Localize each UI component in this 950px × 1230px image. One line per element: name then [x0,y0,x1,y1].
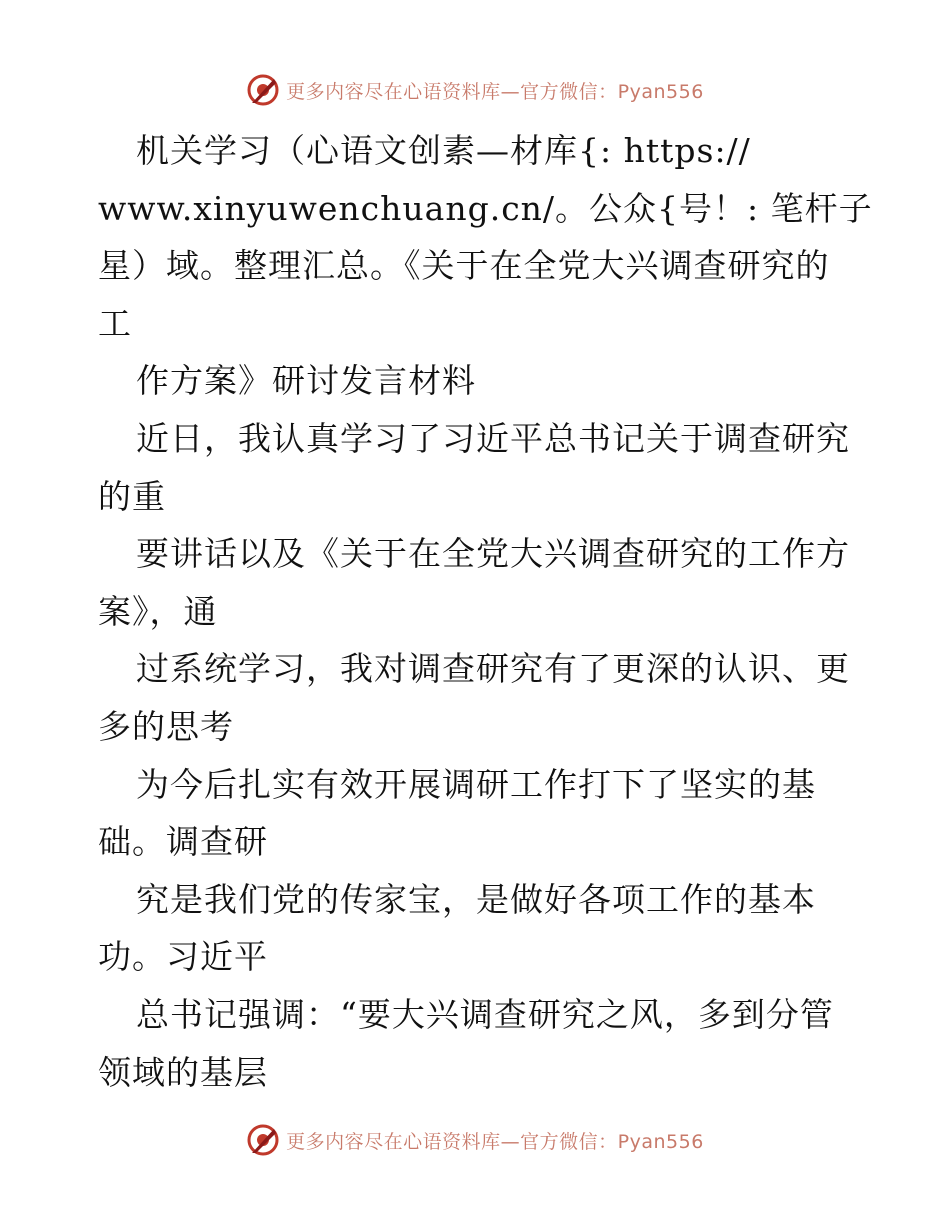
footer-banner [0,1120,950,1160]
banner-text: 更多内容尽在心语资料库—官方微信：Pyan556 [286,1130,704,1153]
text-line: 础。调查研 [98,822,268,862]
text-line: 功。习近平 [98,937,268,977]
text-line: 为今后扎实有效开展调研工作打下了坚实的基 [136,764,816,804]
quill-logo-icon [246,73,280,107]
text-line: 的重 [98,476,166,516]
text-line: 过系统学习，我对调查研究有了更深的认识、更 [136,649,850,689]
text-line: 案》，通 [98,591,218,631]
text-line: 作方案》研讨发言材料 [136,361,476,401]
text-line: 工 [98,303,132,343]
banner-text: 更多内容尽在心语资料库—官方微信：Pyan556 [286,80,704,103]
text-line: 究是我们党的传家宝，是做好各项工作的基本 [136,879,816,919]
text-line: 星）域。整理汇总。《关于在全党大兴调查研究的 [98,246,830,286]
text-line: 要讲话以及《关于在全党大兴调查研究的工作方 [136,534,850,574]
text-line: 总书记强调：“要大兴调查研究之风，多到分管 [136,994,834,1034]
text-line: 领域的基层 [98,1052,268,1092]
header-banner [0,70,950,110]
document-body [98,122,873,1101]
text-line: 机关学习（心语文创素—材库{: https:// [136,131,751,170]
text-line: www.xinyuwenchuang.cn/。公众{号！: 笔杆子 [98,188,873,228]
text-line: 多的思考 [98,706,234,746]
quill-logo-icon [246,1123,280,1157]
text-line: 近日，我认真学习了习近平总书记关于调查研究 [136,418,850,458]
